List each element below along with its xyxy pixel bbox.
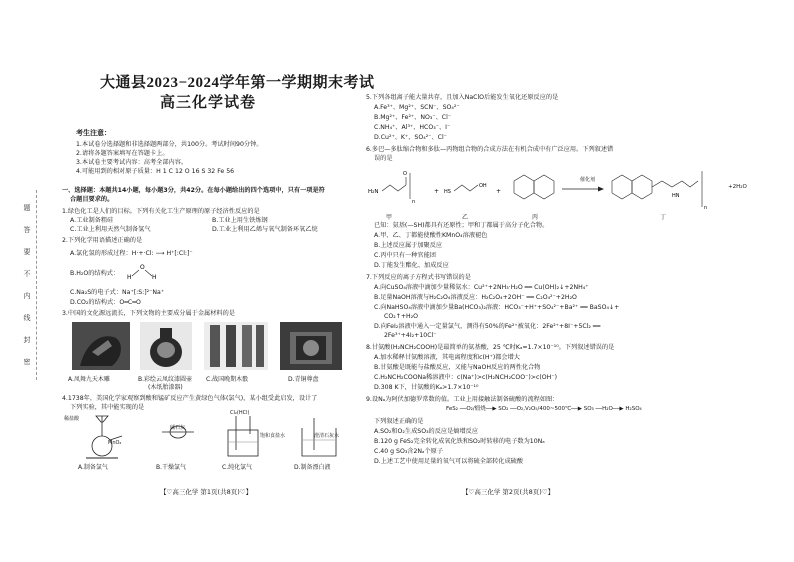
svg-text:OH: OH: [479, 183, 487, 189]
option-cont: 2Fe³⁺+4I₂+10Cl⁻: [384, 332, 437, 339]
question-stem: 1.绿色化工是人们的目标。下列有关化工生产原理的原子经济性反应的是: [62, 208, 260, 215]
bronze-vessel-image: [280, 322, 342, 370]
apparatus-caption: A.制备氯气: [78, 464, 108, 471]
option: D.308 K下，甘氨酸的Kₐ>1.7×10⁻¹⁰: [374, 384, 479, 391]
notice-item: 2.请将各题答案填写在答题卡上。: [76, 150, 169, 157]
artifact-caption: D.青铜尊盘: [288, 376, 319, 383]
option: D.向FeI₂溶液中通入一定量氯气，测得有50%的Fe²⁺被氧化：2Fe²⁺+8I⁻+5Cl₂ ══: [374, 323, 601, 330]
svg-text:H: H: [127, 274, 132, 280]
svg-text:H₂N: H₂N: [368, 189, 379, 195]
notice-title: 考生注意：: [76, 129, 111, 137]
question-stem: 8.甘氨酸(H₂NCH₂COOH)是最简单的氨基酸，25 ℃时Kₐ=1.7×10⁻¹⁰。下列叙述错误的是: [366, 344, 615, 351]
exam-title: 大通县2023−2024学年第一学期期末考试: [100, 75, 375, 91]
option: C.工业上利用天然气制备氢气: [70, 226, 151, 233]
option: C.40 g SO₃含2Nₐ个原子: [374, 448, 444, 455]
option: B.甘氨酸是既能与盐酸反应，又能与NaOH反应的两性化合物: [374, 364, 541, 371]
option: D.CO₂的结构式：O═C═O: [70, 299, 141, 306]
notice-item: 1.本试卷分选择题和非选择题两部分，共100分。考试时间90分钟。: [76, 141, 263, 148]
question-stem: 3.中国的文化源远流长，下列文物的主要成分属于金属材料的是: [62, 310, 235, 317]
water-structure-diagram: [124, 262, 164, 280]
question-stem: 2.下列化学用语描述正确的是: [62, 237, 143, 244]
compound-label: 丁: [660, 214, 667, 221]
apparatus-diagram: [66, 414, 356, 460]
option: D.上述工艺中使用足量的氧气可以将硫全部转化成硫酸: [374, 458, 524, 465]
compound-label: 丙: [532, 214, 539, 221]
option: A.加水稀释甘氨酸溶液，其电离程度和c(H⁺)都会增大: [374, 354, 520, 361]
question-stem: 误的是: [374, 155, 393, 162]
option: B.H₂O的结构式：: [70, 270, 120, 277]
option: D.丁能发生酯化、加成反应: [374, 262, 449, 269]
question-stem: 9.设Nₐ为阿伏加德罗常数的值。工业上用接触法制备硫酸的流程如图：: [366, 396, 559, 403]
apparatus-caption: B.干燥氯气: [156, 464, 187, 471]
seal-label: 线: [23, 314, 31, 322]
artifact-caption: C.战国晚期木骰: [206, 376, 249, 383]
seal-label: 题: [23, 204, 31, 212]
question-stem: 下列叙述正确的是: [374, 418, 424, 425]
svg-text:+: +: [434, 188, 440, 195]
option: A.Fe³⁺、Mg²⁺、SCN⁻、SO₄²⁻: [374, 104, 460, 111]
question-stem: 5.下列各组离子能大量共存，且加入NaClO后能发生氧化还原反应的是: [366, 94, 559, 101]
option-cont: CO₂↑+H₂O: [384, 313, 419, 320]
seal-label: 密: [23, 358, 31, 366]
apparatus-label: Cl₂(HCl): [230, 410, 250, 416]
question-stem: 6.多巴—多肽缩合物和多肽—丙物组合物的合成方法在有机合成中有广泛应用。下列叙述错: [366, 146, 614, 153]
catalyst-label: 催化剂: [580, 177, 596, 183]
seal-label: 不: [23, 270, 31, 278]
option: B.足量NaOH溶液与H₂C₂O₄溶液反应：H₂C₂O₄+2OH⁻ ══ C₂O₄²⁻+2H₂O: [374, 294, 577, 301]
page-footer: 【♡高三化学 第1页(共8页)♡】: [160, 488, 253, 496]
svg-text:HN: HN: [672, 193, 680, 199]
seal-line-sidebar: [22, 190, 56, 380]
option: A.向CuSO₄溶液中滴加少量稀氨水：Cu²⁺+2NH₃·H₂O ══ Cu(OH)₂↓+2NH₄⁺: [374, 284, 589, 291]
page-footer: 【♡高三化学 第2页(共8页)♡】: [462, 488, 555, 496]
note: 已知：氨基(—SH)都具有还原性；甲和丁都属于高分子化合物。: [374, 222, 549, 229]
apparatus-label: 澄清石灰水: [314, 433, 340, 439]
svg-text:+: +: [496, 188, 502, 195]
svg-text:n: n: [412, 199, 416, 205]
option: A.工业制备粗硅: [70, 217, 114, 224]
svg-text:HS: HS: [444, 189, 451, 195]
apparatus-label: 稀盐酸: [64, 416, 80, 422]
exam-subtitle: 高三化学试卷: [160, 95, 257, 111]
seal-label: 答: [23, 226, 31, 234]
compound-label: 甲: [386, 214, 393, 221]
water-product: +2H₂O: [728, 184, 747, 190]
svg-text:H: H: [152, 274, 157, 280]
question-stem: 4.1738年，美国化学家观察到酸和锰矿反应产生黄绿色气体(氯气)，某小组受此启发，设计了: [62, 395, 318, 402]
svg-text:n: n: [704, 205, 708, 211]
svg-text:O: O: [140, 264, 145, 271]
apparatus-label: MnO₂: [108, 440, 122, 446]
option: C.Na₂S的电子式：Na⁺[:S:]²⁻Na⁺: [70, 289, 165, 296]
seal-label: 封: [23, 336, 31, 344]
notice-item: 4.可能用到的相对原子质量：H 1 C 12 O 16 S 32 Fe 56: [76, 168, 235, 175]
seal-dashed-line: [36, 190, 37, 380]
option: A.SO₂和O₂生成SO₃的反应是熵增反应: [374, 428, 479, 435]
option: B.工业上用生铁炼钢: [212, 217, 268, 224]
question-stem: 下列实验，其中能实现的是: [70, 404, 145, 411]
option: B.Mg²⁺、Fe²⁺、NO₃⁻、Cl⁻: [374, 114, 452, 121]
seal-label: 要: [23, 248, 31, 256]
artifact-caption: B.彩绘云凤纹漆圆壶: [138, 376, 193, 383]
apparatus-label: 碱石灰: [170, 425, 186, 431]
apparatus-label: 饱和食盐水: [260, 433, 286, 439]
option: D.工业上利用乙烯与氧气制备环氧乙烷: [212, 226, 318, 233]
option: C.NH₄⁺、Al³⁺、HCO₃⁻、I⁻: [374, 124, 451, 131]
option: C.H₂NCH₂COONa稀溶液中：c(Na⁺)>c(H₂NCH₂COO⁻)>c(OH⁻): [374, 374, 557, 381]
compound-label: 乙: [462, 214, 469, 221]
apparatus-caption: C.纯化氯气: [222, 464, 253, 471]
svg-text:O: O: [403, 171, 407, 177]
option: A.氯化氢的形成过程：H·+·Cl: ⟶ H⁺[:Cl:]⁻: [70, 250, 193, 257]
option: B.120 g FeS₂完全转化成氧化铁和SO₂时转移的电子数为10Nₐ: [374, 438, 545, 445]
option: D.Cu²⁺、K⁺、SO₄²⁻、Cl⁻: [374, 134, 447, 141]
lacquer-pot-image: [140, 322, 192, 370]
wooden-dice-image: [204, 322, 268, 370]
artifact-caption-sub: (木纸胎漆器): [148, 384, 183, 391]
section-heading: 合题目要求的。: [70, 196, 114, 203]
option: A.甲、乙、丁都能使酸性KMnO₄溶液褪色: [374, 232, 488, 239]
option: B.上述反应属于加聚反应: [374, 242, 443, 249]
notice-item: 3.本试卷主要考试内容：高考全部内容。: [76, 159, 188, 166]
process-flow: FeS₂ ──O₂/煅烧──▶ SO₂ ──O₂,V₂O₅/400~500℃──▶ SO₃ ──H₂O──▶ H₂SO₄: [446, 406, 642, 412]
section-heading: 一、选择题：本题共14小题，每小题3分，共42分。在每小题给出的四个选项中，只有一项是符: [62, 187, 325, 194]
question-stem: 7.下列反应的离子方程式书写错误的是: [366, 274, 471, 281]
artifact-caption: A.凤舞九天木雕: [68, 376, 110, 383]
apparatus-caption: D.制备漂白液: [294, 464, 331, 471]
option: C.丙中只有一种官能团: [374, 252, 436, 259]
option: C.向NaHSO₄溶液中滴加少量Ba(HCO₃)₂溶液：HCO₃⁻+H⁺+SO₄²⁻+Ba²⁺ ══ BaSO₄↓+: [374, 304, 620, 311]
reaction-scheme: [366, 163, 774, 215]
seal-label: 内: [23, 292, 31, 300]
wood-carving-image: [72, 322, 130, 370]
